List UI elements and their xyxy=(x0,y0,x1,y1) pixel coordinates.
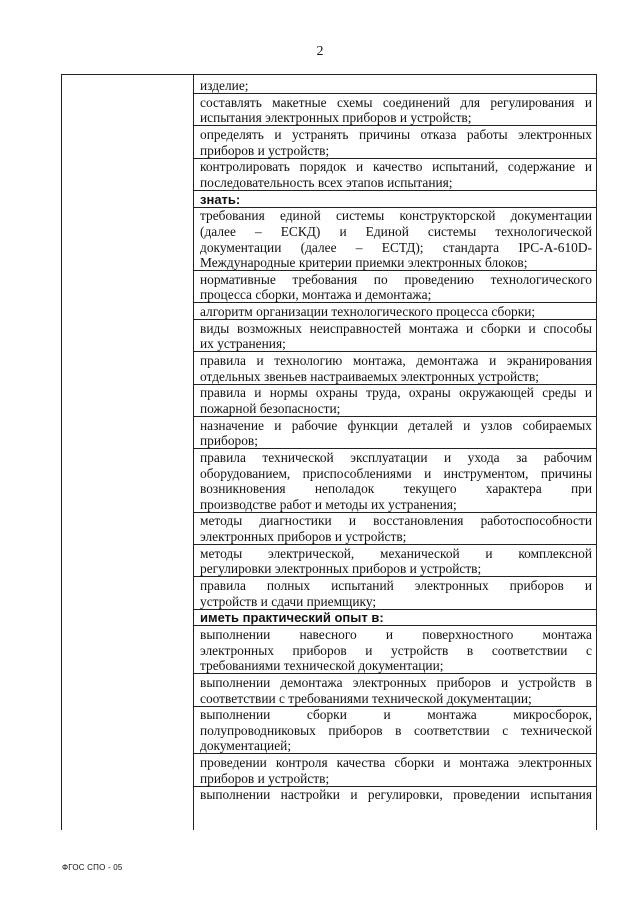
content-line: последовательность всех этапов испытания; xyxy=(200,174,453,190)
content-line: возникновения неполадок текущего характера при xyxy=(200,481,592,497)
document-footer: ФГОС СПО - 05 xyxy=(62,863,123,872)
content-line: Международные критерии приемки электронных блоков; xyxy=(200,255,528,271)
content-line: электронных приборов и устройств; xyxy=(200,529,407,544)
content-line: электронных приборов и устройств в соответствии с xyxy=(200,642,592,658)
content-line: алгоритм организации технологического процесса сборки; xyxy=(200,304,536,320)
content-line: приборов; xyxy=(200,433,258,449)
content-line: полупроводниковых приборов в соответствии с технической xyxy=(200,722,592,738)
content-line: процесса сборки, монтажа и демонтажа; xyxy=(200,287,432,303)
content-line: отдельных звеньев настраиваемых электронных устройств; xyxy=(200,368,540,384)
content-line: составлять макетные схемы соединений для регулирования и xyxy=(200,94,592,110)
content-line: приборов и устройств; xyxy=(200,770,330,786)
content-line: методы диагностики и восстановления работоспособности xyxy=(200,513,592,529)
content-table xyxy=(61,74,597,830)
content-line: выполнении демонтажа электронных приборов и устройств в xyxy=(200,674,592,690)
content-line: выполнении навесного и поверхностного монтажа xyxy=(200,627,592,643)
content-line: правила и технологию монтажа, демонтажа и экранирования xyxy=(200,353,592,369)
content-line: испытания электронных приборов и устройств; xyxy=(200,110,472,126)
section-heading: иметь практический опыт в: xyxy=(200,610,384,626)
content-line: их устранения; xyxy=(200,336,286,352)
content-line: выполнении настройки и регулировки, проведении испытания xyxy=(200,787,592,803)
content-line: виды возможных неисправностей монтажа и сборки и способы xyxy=(200,320,592,336)
content-line: правила технической эксплуатации и ухода за рабочим xyxy=(200,450,592,466)
content-line: оборудованием, приспособлениями и инструментом, причины xyxy=(200,465,592,481)
content-line: методы электрической, механической и комплексной xyxy=(200,545,592,561)
content-line: требования единой системы конструкторской документации xyxy=(200,208,592,224)
table-right-column xyxy=(194,75,596,830)
content-line: нормативные требования по проведению технологического xyxy=(200,271,592,287)
content-line: производстве работ и методы их устранения; xyxy=(200,496,457,512)
content-line: правила полных испытаний электронных приборов и xyxy=(200,578,592,594)
content-line: (далее – ЕСКД) и Единой системы технологической xyxy=(200,223,592,239)
content-line: контролировать порядок и качество испытаний, содержание и xyxy=(200,159,592,175)
table-left-column xyxy=(62,75,194,830)
content-line: документацией; xyxy=(200,738,292,754)
content-line: изделие; xyxy=(200,78,249,93)
content-line: пожарной безопасности; xyxy=(200,401,341,416)
content-line: устройств и сдачи приемщику; xyxy=(200,593,377,609)
content-line: выполнении сборки и монтажа микросборок, xyxy=(200,707,592,723)
content-line: регулировки электронных приборов и устройств; xyxy=(200,561,482,577)
content-line: требованиями технической документации; xyxy=(200,658,444,674)
content-line: определять и устранять причины отказа работы электронных xyxy=(200,127,592,143)
content-line: назначение и рабочие функции деталей и узлов собираемых xyxy=(200,417,592,433)
content-line: правила и нормы охраны труда, охраны окружающей среды и xyxy=(200,385,592,401)
content-line: соответствии с требованиями технической документации; xyxy=(200,690,532,706)
page-number: 2 xyxy=(316,44,324,59)
content-line: документации (далее – ЕСТД); стандарта IPC-A-610D- xyxy=(200,239,592,255)
content-line: проведении контроля качества сборки и монтажа электронных xyxy=(200,755,592,771)
content-line: приборов и устройств; xyxy=(200,142,330,158)
section-heading: знать: xyxy=(200,191,241,207)
